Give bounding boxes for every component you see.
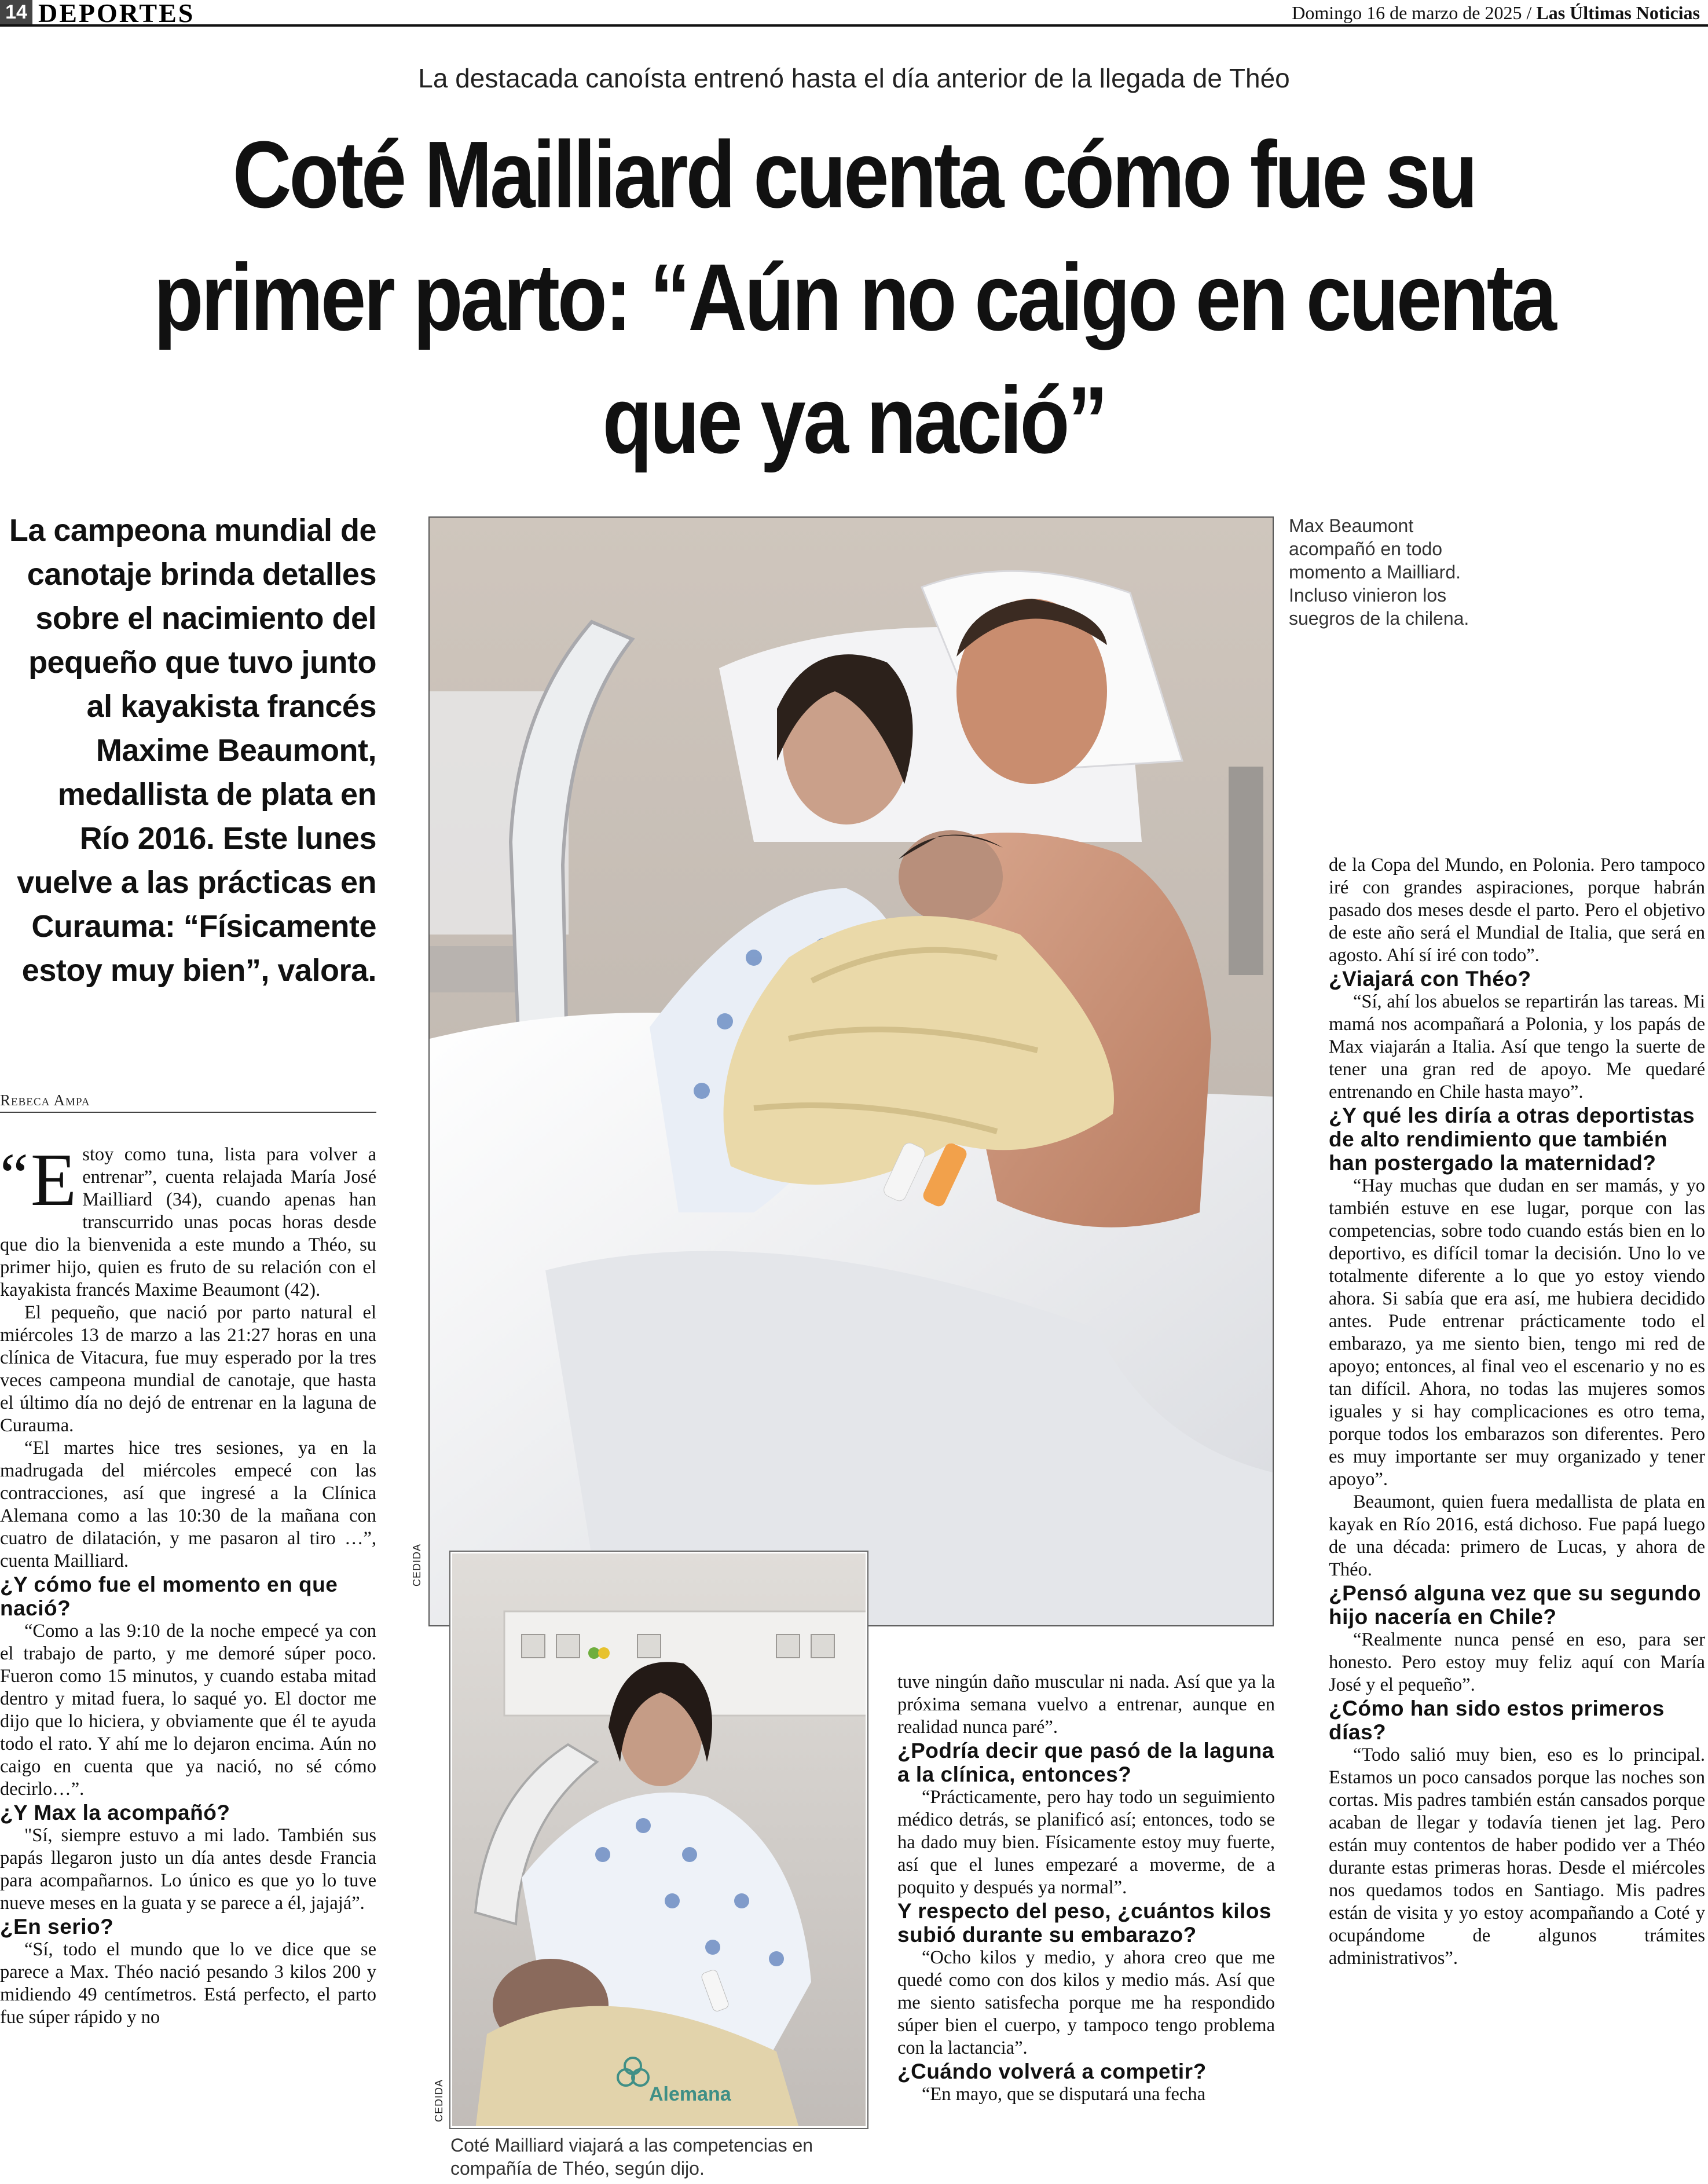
main-photo	[428, 516, 1274, 1626]
dateline-separator: /	[1526, 2, 1532, 23]
paragraph: “Sí, todo el mundo que lo ve dice que se parece a Max. Théo nació pesando 3 kilos 200 y midiendo 49 centímetros. Está perfecto, el parto fue súper rápido y no	[0, 1939, 376, 2028]
paragraph: "Sí, siempre estuvo a mi lado. También sus papás llegaron justo un día antes desde Francia para acompañarnos. Lo único es que yo lo tuve nueve meses en la guata y se parece a él, jajajá”.	[0, 1825, 376, 1914]
paragraph: tuve ningún daño muscular ni nada. Así que ya la próxima semana vuelvo a entrenar, aunque en realidad nunca paré”.	[897, 1672, 1275, 1738]
inset-photo-credit: CEDIDA	[433, 2079, 445, 2122]
column-1-content	[0, 1138, 376, 2029]
drop-cap: E	[30, 1138, 77, 1222]
paragraph: “Prácticamente, pero hay todo un seguimiento médico detrás, se planificó así; entonces, todo se ha dado muy bien. Físicamente estoy muy fuerte, así que el lunes empezaré a moverme, de a poquito y después ya normal”.	[897, 1787, 1275, 1898]
interview-question: Y respecto del peso, ¿cuántos kilos subió durante su embarazo?	[897, 1899, 1272, 1947]
interview-question: ¿En serio?	[0, 1915, 114, 1939]
headline: Coté Mailliard cuenta cómo fue su primer parto: “Aún no caigo en cuenta que ya nació”	[153, 122, 1555, 473]
paragraph: “Ocho kilos y medio, y ahora creo que me quedé como con dos kilos y medio más. Así que me siento satisfecha porque me ha respondido súper bien el cuerpo, y tampoco tengo problema con la lactancia”.	[897, 1947, 1275, 2058]
page-number: 14	[0, 0, 32, 24]
interview-question: ¿Y cómo fue el momento en que nació?	[0, 1573, 338, 1620]
byline: Rebeca Ampa	[0, 1091, 376, 1113]
inset-photo	[450, 1552, 867, 2128]
paragraph: “Como a las 9:10 de la noche empecé ya con el trabajo de parto, y me demoré súper poco. Fueron como 15 minutos, y cuando estaba mitad dentro y mitad fuera, lo saqué yo. El doctor me dijo que lo hiciera, y obviamente que él te ayuda todo el rato. Y ahí me lo dejaron encima. Aún no caigo en cuenta que ya nació, no sé cómo decirlo…”.	[0, 1621, 376, 1800]
interview-question: ¿Cuándo volverá a competir?	[897, 2060, 1207, 2083]
main-photo-illustration	[430, 518, 1274, 1626]
kicker: La destacada canoísta entrenó hasta el día anterior de la llegada de Théo	[418, 63, 1290, 93]
page-header	[0, 0, 1708, 27]
issue-date: Domingo 16 de marzo de 2025	[1292, 2, 1522, 23]
inset-photo-illustration	[452, 1553, 867, 2128]
interview-question: ¿Podría decir que pasó de la laguna a la clínica, entonces?	[897, 1739, 1274, 1786]
inset-photo-caption: Coté Mailliard viajará a las competencias en compañía de Théo, según dijo.	[450, 2135, 813, 2179]
paragraph: stoy como tuna, lista para volver a entrenar”, cuenta relajada María José Mailliard (34), cuando apenas han transcurrido unas pocas horas desde que dio la bienvenida a este mundo a Théo, su primer hijo, quien es fruto de su relación con el kayakista francés Maxime Beaumont (42).	[0, 1144, 376, 1300]
article-column-1	[0, 1138, 376, 2029]
newspaper-name: Las Últimas Noticias	[1536, 2, 1700, 23]
interview-question: ¿Y qué les diría a otras deportistas de alto rendimiento que también han postergado la maternidad?	[1329, 1104, 1695, 1175]
paragraph: “Sí, ahí los abuelos se repartirán las tareas. Mi mamá nos acompañará a Polonia, y los papás de Max viajarán a Italia. Así que tengo la suerte de tener una gran red de apoyo. Me quedaré entrenando en Chile hasta mayo”.	[1329, 991, 1705, 1102]
opening-quote-mark: “	[0, 1140, 28, 1211]
paragraph: “Hay muchas que dudan en ser mamás, y yo también estuve en ese lugar, porque con las competencias, sobre todo cuando estás bien en lo deportivo, es difícil tomar la decisión. Uno lo ve totalmente diferente a lo que yo estoy viendo ahora. Si sabía que era así, me hubiera decidido antes. Pude entrenar prácticamente todo el embarazo, ya me siento bien, tengo mi red de apoyo; entonces, al final veo el escenario y no es tan difícil. Ahora, no todas las mujeres somos iguales y si hay complicaciones es otro tema, porque todos los embarazos son diferentes. Pero es muy importante ser muy organizado y tener apoyo”.	[1329, 1175, 1705, 1490]
paragraph: El pequeño, que nació por parto natural el miércoles 13 de marzo a las 21:27 horas en una clínica de Vitacura, fue muy esperado por la tres veces campeona mundial de canotaje, que hasta el último día no dejó de entrenar en la laguna de Curauma.	[0, 1302, 376, 1436]
interview-question: ¿Pensó alguna vez que su segundo hijo nacería en Chile?	[1329, 1581, 1702, 1629]
interview-question: ¿Viajará con Théo?	[1329, 967, 1531, 991]
paragraph: Beaumont, quien fuera medallista de plata en kayak en Río 2016, está dichoso. Fue papá luego de una década: primero de Lucas, y ahora de Théo.	[1329, 1492, 1705, 1580]
paragraph: “El martes hice tres sesiones, ya en la madrugada del miércoles empecé con las contracciones, así que ingresé a la Clínica Alemana como a las 10:30 de la mañana con cuatro de dilatación, y me pasaron al tiro …”, cuenta Mailliard.	[0, 1438, 376, 1571]
paragraph: “En mayo, que se disputará una fecha	[922, 2084, 1206, 2105]
main-photo-caption: Max Beaumont acompañó en todo momento a Mailliard. Incluso vinieron los suegros de la chilena.	[1289, 515, 1469, 629]
paragraph: de la Copa del Mundo, en Polonia. Pero tampoco iré con grandes aspiraciones, porque habrán pasado dos meses desde el parto. Pero el objetivo de este año será el Mundial de Italia, que será en agosto. Ahí sí iré con todo”.	[1329, 855, 1705, 966]
article-column-3	[1329, 854, 1705, 1970]
paragraph: “Todo salió muy bien, eso es lo principal. Estamos un poco cansados porque las noches son cortas. Mis padres también están cansados porque acaban de llegar y todavía tienen jet lag. Pero están muy contentos de haber podido ver a Théo durante estas primeras horas. Desde el miércoles nos quedamos todos en Santiago. Mis padres están de visita y yo estoy acompañando a Coté y ocupándome de algunos trámites administrativos”.	[1329, 1745, 1705, 1969]
main-photo-credit: CEDIDA	[411, 1543, 423, 1586]
interview-question: ¿Y Max la acompañó?	[0, 1801, 230, 1824]
blanket-logo-text: Alemana	[649, 2083, 731, 2105]
lead-paragraph: La campeona mundial de canotaje brinda detalles sobre el nacimiento del pequeño que tuvo junto al kayakista francés Maxime Beaumont, medallista de plata en Río 2016. Este lunes vuelve a las prácticas en Curauma: “Físicamente estoy muy bien”, valora.	[9, 513, 376, 988]
dateline	[1292, 2, 1700, 24]
paragraph: “Realmente nunca pensé en eso, para ser honesto. Pero estoy muy feliz aquí con María José y el pequeño”.	[1329, 1629, 1705, 1695]
article-column-2	[897, 1671, 1275, 2106]
section-name: DEPORTES	[38, 0, 195, 28]
interview-question: ¿Cómo han sido estos primeros días?	[1329, 1696, 1665, 1744]
